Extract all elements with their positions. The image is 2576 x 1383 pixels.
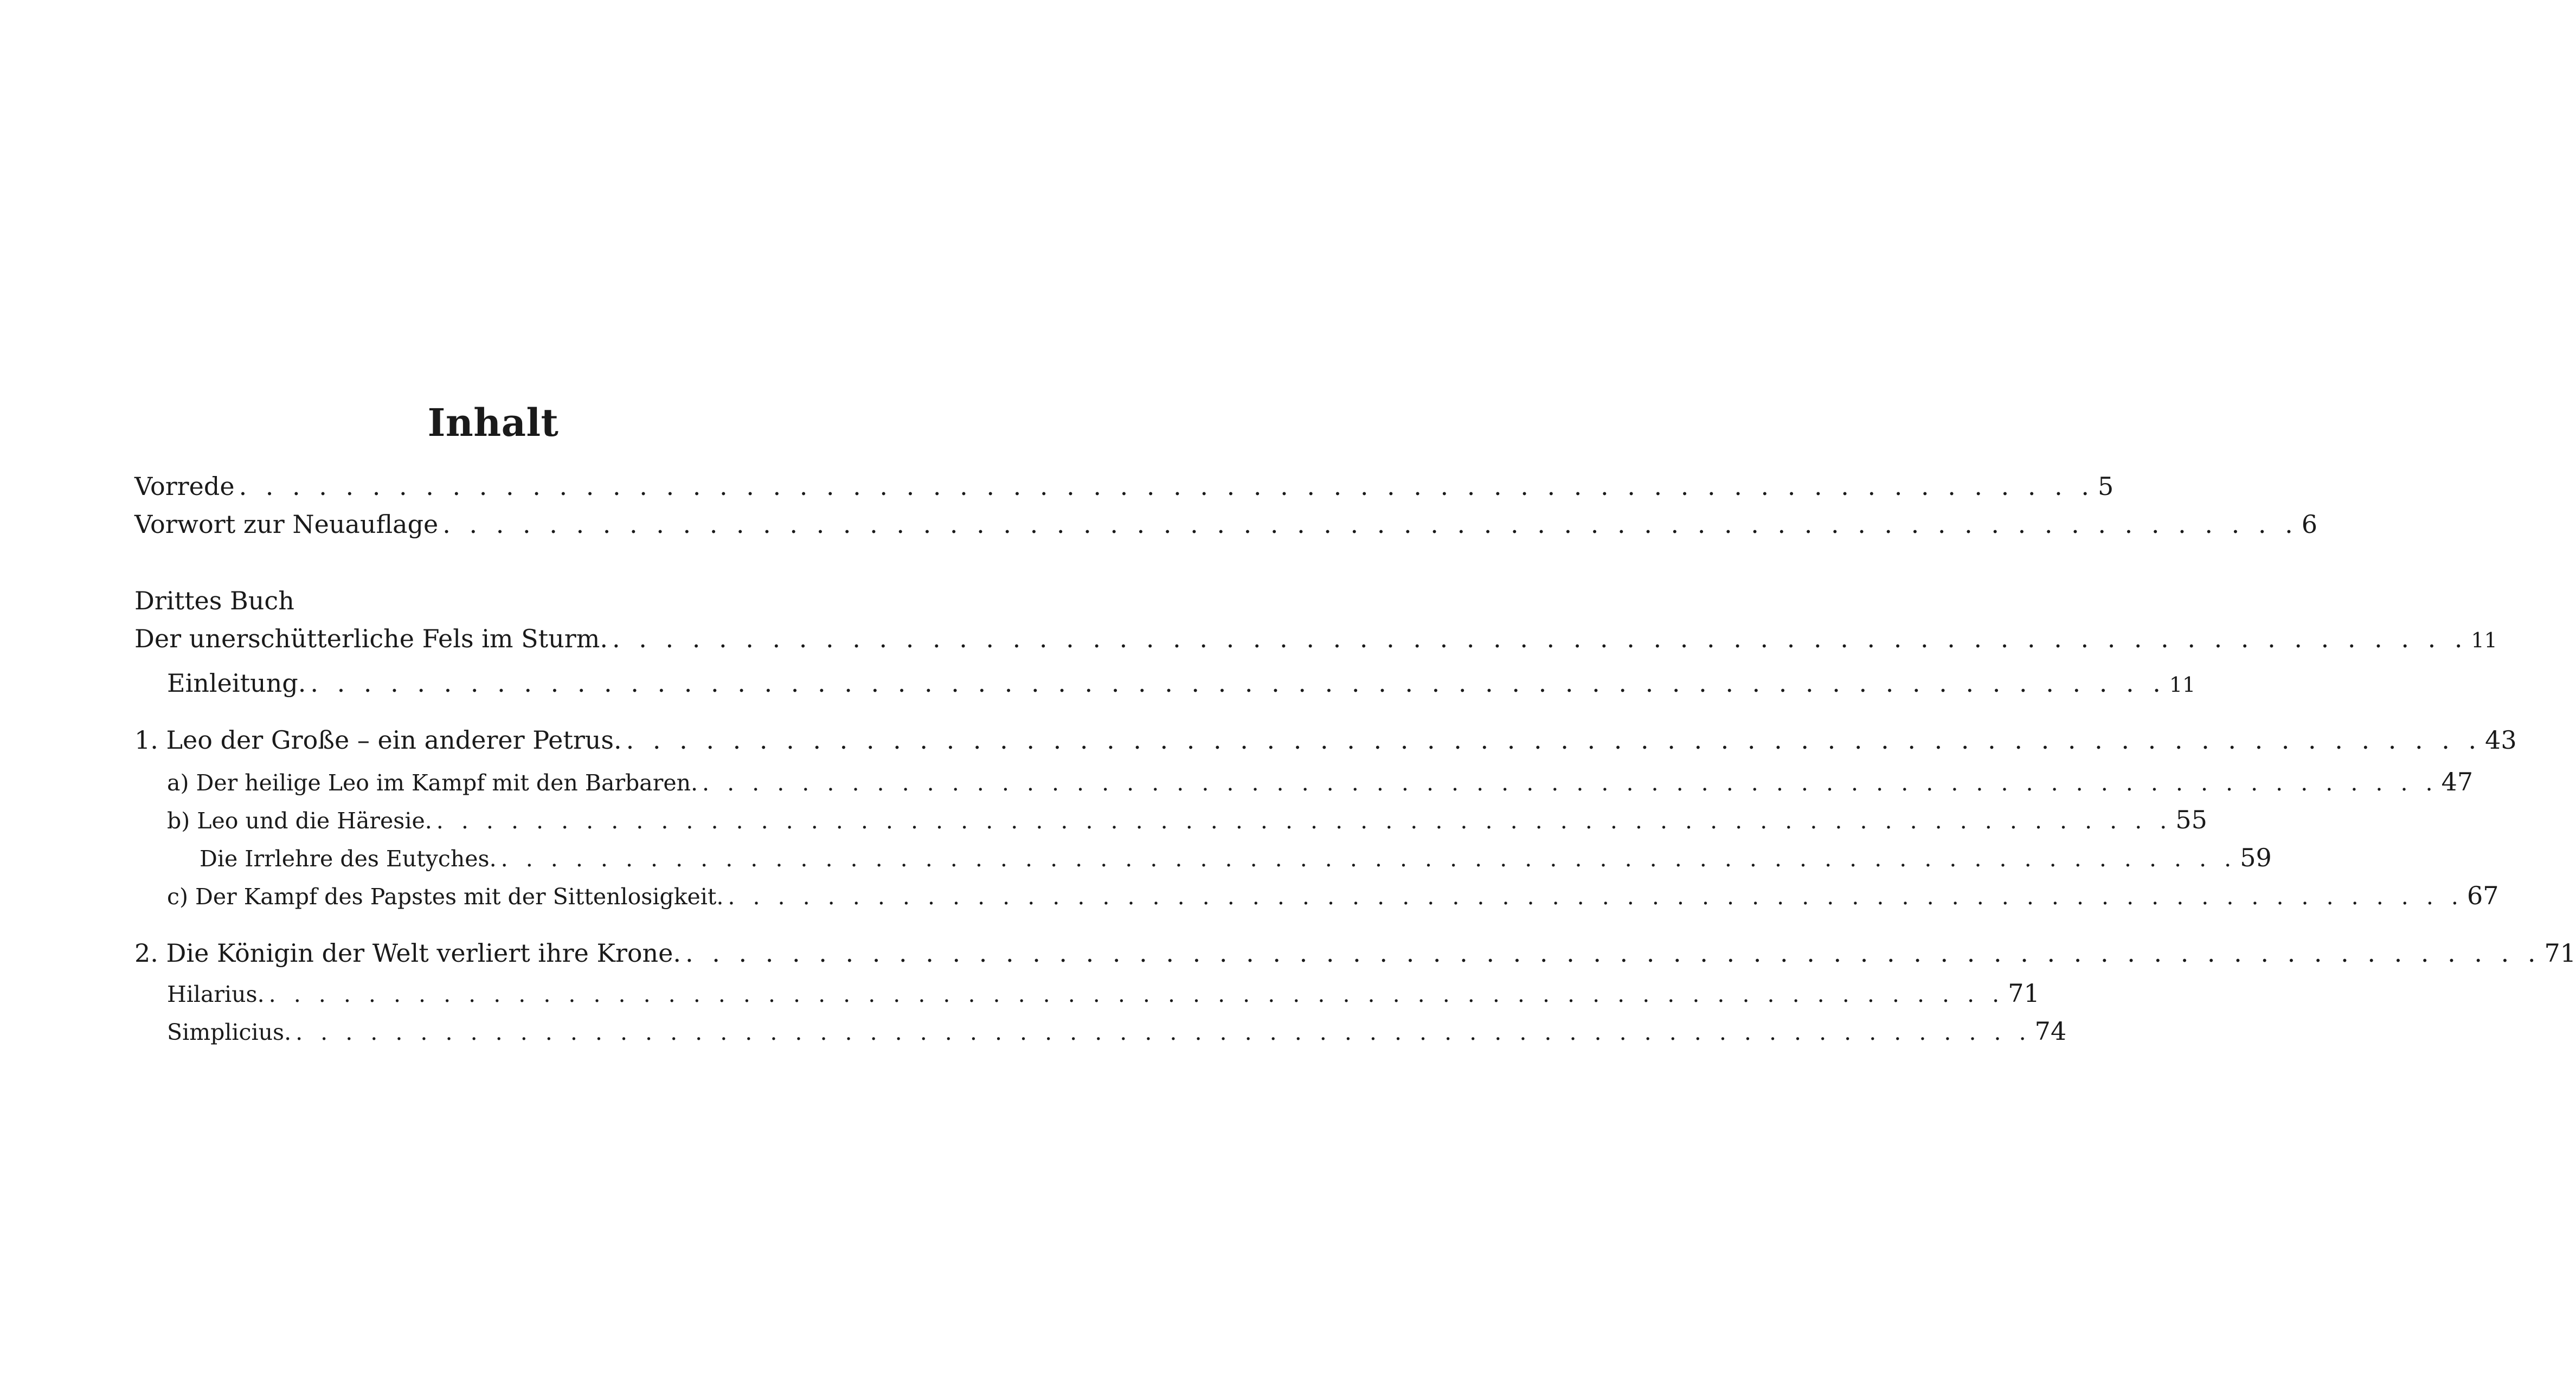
- toc-entry-label: Einleitung.: [167, 668, 306, 698]
- toc-entry-book-title: [134, 624, 2497, 653]
- toc-entry-hilarius: [167, 979, 2040, 1008]
- toc-entry-page: 11: [2471, 628, 2497, 652]
- toc-entry-label: c) Der Kampf des Papstes mit der Sittenlosigkeit.: [167, 884, 724, 910]
- toc-entry-label: Vorrede: [134, 472, 235, 501]
- dot-leader: . . . . . . . . . . . . . . . . . . . . . . . . . . . . . . . . . . . . . . . . . . . . . . . . . . . . . . . . . . . . . . . . . . . . . .: [436, 808, 2173, 834]
- toc-entry-page: 55: [2175, 805, 2207, 834]
- dot-leader: . . . . . . . . . . . . . . . . . . . . . . . . . . . . . . . . . . . . . . . . . . . . . . . . . . . . . . . . . . . . . . . . . . . . . .: [728, 884, 2464, 910]
- dot-leader: . . . . . . . . . . . . . . . . . . . . . . . . . . . . . . . . . . . . . . . . . . . . . . . . . . . . . . . . . . . . . . . . . . . . . .: [268, 981, 2005, 1007]
- dot-leader: . . . . . . . . . . . . . . . . . . . . . . . . . . . . . . . . . . . . . . . . . . . . . . . . . . . . . . . . . . . . . . . . . . . . . .: [626, 725, 2482, 755]
- toc-entry-page: 11: [2169, 673, 2196, 697]
- toc-entry-simplicius: [167, 1017, 2067, 1046]
- toc-entry-page: 67: [2466, 881, 2499, 910]
- toc-entry-chapter-1b-sub: [200, 843, 2272, 872]
- toc-entry-label: 2. Die Königin der Welt verliert ihre Krone.: [134, 938, 682, 968]
- toc-entry-label: a) Der heilige Leo im Kampf mit den Barbaren.: [167, 770, 698, 796]
- toc-entry-label: Die Irrlehre des Eutyches.: [200, 846, 497, 872]
- toc-entry-page: 59: [2240, 843, 2272, 872]
- dot-leader: . . . . . . . . . . . . . . . . . . . . . . . . . . . . . . . . . . . . . . . . . . . . . . . . . . . . . . . . . . . . . . . . . . . . . .: [612, 624, 2468, 653]
- toc-entry-vorrede: [134, 472, 2114, 501]
- toc-entry-page: 71: [2008, 979, 2040, 1008]
- toc-entry-label: Vorwort zur Neuauflage: [134, 510, 439, 539]
- toc-entry-page: 71: [2544, 938, 2576, 968]
- toc-entry-chapter-1a: [167, 767, 2474, 796]
- toc-entry-page: 5: [2098, 472, 2114, 501]
- dot-leader: . . . . . . . . . . . . . . . . . . . . . . . . . . . . . . . . . . . . . . . . . . . . . . . . . . . . . . . . . . . . . . . . . . . . . .: [310, 668, 2166, 698]
- toc-entry-label: Hilarius.: [167, 981, 265, 1007]
- page-title: Inhalt: [427, 400, 559, 445]
- toc-entry-chapter-1c: [167, 881, 2499, 910]
- book-heading: Drittes Buch: [134, 586, 294, 615]
- dot-leader: . . . . . . . . . . . . . . . . . . . . . . . . . . . . . . . . . . . . . . . . . . . . . . . . . . . . . . . . . . . . . . . . . . . . . .: [295, 1019, 2032, 1045]
- toc-entry-chapter-1b: [167, 805, 2207, 834]
- dot-leader: . . . . . . . . . . . . . . . . . . . . . . . . . . . . . . . . . . . . . . . . . . . . . . . . . . . . . . . . . . . . . . . . . . . . . .: [239, 472, 2095, 501]
- toc-entry-label: b) Leo und die Häresie.: [167, 808, 432, 834]
- toc-entry-chapter-1: [134, 725, 2517, 755]
- dot-leader: . . . . . . . . . . . . . . . . . . . . . . . . . . . . . . . . . . . . . . . . . . . . . . . . . . . . . . . . . . . . . . . . . . . . . .: [500, 846, 2237, 872]
- dot-leader: . . . . . . . . . . . . . . . . . . . . . . . . . . . . . . . . . . . . . . . . . . . . . . . . . . . . . . . . . . . . . . . . . . . . . .: [702, 770, 2438, 796]
- dot-leader: . . . . . . . . . . . . . . . . . . . . . . . . . . . . . . . . . . . . . . . . . . . . . . . . . . . . . . . . . . . . . . . . . . . . . .: [442, 510, 2298, 539]
- toc-entry-page: 43: [2485, 725, 2517, 755]
- toc-entry-label: Der unerschütterliche Fels im Sturm.: [134, 624, 608, 653]
- toc-entry-page: 74: [2034, 1017, 2067, 1046]
- dot-leader: . . . . . . . . . . . . . . . . . . . . . . . . . . . . . . . . . . . . . . . . . . . . . . . . . . . . . . . . . . . . . . . . . . . . . .: [685, 938, 2541, 968]
- toc-entry-page: 47: [2441, 767, 2474, 796]
- toc-entry-einleitung: [167, 668, 2196, 698]
- toc-entry-page: 6: [2301, 510, 2317, 539]
- toc-entry-chapter-2: [134, 938, 2576, 968]
- toc-entry-label: Simplicius.: [167, 1019, 292, 1045]
- toc-entry-vorwort: [134, 510, 2317, 539]
- toc-entry-label: 1. Leo der Große – ein anderer Petrus.: [134, 725, 622, 755]
